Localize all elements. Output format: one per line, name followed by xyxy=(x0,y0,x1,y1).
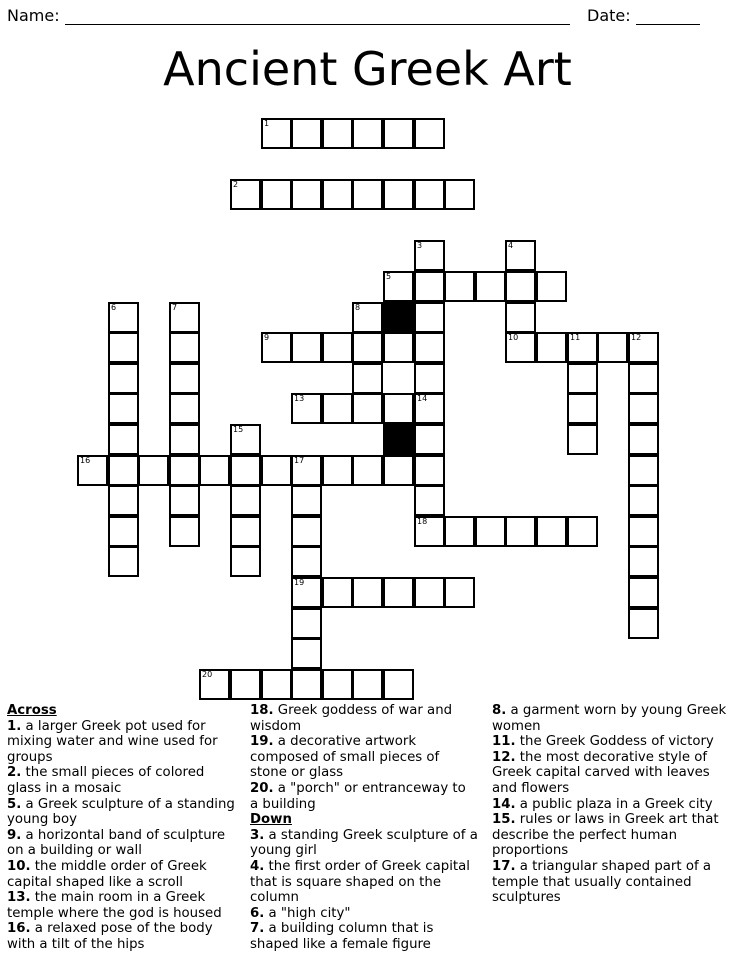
crossword-cell[interactable] xyxy=(414,424,445,455)
clue-number: 8 xyxy=(355,303,361,312)
crossword-cell[interactable] xyxy=(444,516,475,547)
crossword-cell[interactable] xyxy=(352,179,383,210)
clue-number: 16 xyxy=(80,456,91,465)
blocked-cell xyxy=(383,424,414,455)
clue-down-14: 14. a public plaza in a Greek city xyxy=(492,796,713,812)
crossword-cell[interactable] xyxy=(414,302,445,333)
crossword-cell[interactable] xyxy=(414,118,445,149)
down-heading: Down xyxy=(250,812,292,828)
crossword-cell[interactable] xyxy=(628,363,659,394)
crossword-cell[interactable] xyxy=(108,363,139,394)
crossword-cell[interactable] xyxy=(322,332,353,363)
clue-number: 19 xyxy=(294,578,305,587)
clue-across-9: 9. a horizontal band of sculpture on a building or wall xyxy=(7,827,225,859)
crossword-cell[interactable] xyxy=(169,332,200,363)
crossword-cell[interactable] xyxy=(230,546,261,577)
clue-number: 17 xyxy=(294,456,305,465)
clues-col-3 xyxy=(492,703,728,906)
crossword-cell[interactable] xyxy=(169,363,200,394)
clue-down-17: 17. a triangular shaped part of a temple that usually contained sculptures xyxy=(492,858,712,906)
crossword-cell[interactable] xyxy=(383,179,414,210)
crossword-cell[interactable] xyxy=(108,332,139,363)
crossword-cell[interactable] xyxy=(628,455,659,486)
crossword-cell[interactable] xyxy=(291,669,322,700)
clue-across-10: 10. the middle order of Greek capital shaped like a scroll xyxy=(7,858,207,890)
crossword-cell[interactable] xyxy=(291,608,322,639)
crossword-cell[interactable] xyxy=(567,393,598,424)
clue-number: 20 xyxy=(202,670,213,679)
clues-col-1 xyxy=(7,703,242,953)
clues-col-2 xyxy=(250,703,478,953)
clue-down-11: 11. the Greek Goddess of victory xyxy=(492,734,714,750)
crossword-cell[interactable] xyxy=(414,393,445,424)
crossword-cell[interactable] xyxy=(414,455,445,486)
crossword-cell[interactable] xyxy=(261,669,292,700)
clue-down-4: 4. the first order of Greek capital that is square shaped on the column xyxy=(250,858,470,906)
clue-number: 18 xyxy=(417,517,428,526)
crossword-cell[interactable] xyxy=(291,393,322,424)
crossword-cell[interactable] xyxy=(475,271,506,302)
crossword-cell[interactable] xyxy=(261,118,292,149)
crossword-cell[interactable] xyxy=(414,363,445,394)
clue-across-19: 19. a decorative artwork composed of small pieces of stone or glass xyxy=(250,734,440,781)
blocked-cell xyxy=(383,302,414,333)
clue-number: 11 xyxy=(570,333,581,342)
crossword-cell[interactable] xyxy=(108,455,139,486)
crossword-cell[interactable] xyxy=(108,393,139,424)
crossword-cell[interactable] xyxy=(597,332,628,363)
clue-across-16: 16. a relaxed pose of the body with a tilt of the hips xyxy=(7,921,213,952)
crossword-cell[interactable] xyxy=(505,302,536,333)
clue-across-2: 2. the small pieces of colored glass in a mosaic xyxy=(7,765,205,796)
crossword-cell[interactable] xyxy=(291,179,322,210)
crossword-cell[interactable] xyxy=(291,638,322,669)
crossword-cell[interactable] xyxy=(352,302,383,333)
clue-number: 10 xyxy=(508,333,519,342)
crossword-cell[interactable] xyxy=(322,455,353,486)
crossword-cell[interactable] xyxy=(536,332,567,363)
crossword-cell[interactable] xyxy=(352,393,383,424)
crossword-cell[interactable] xyxy=(628,393,659,424)
crossword-cell[interactable] xyxy=(505,332,536,363)
crossword-cell[interactable] xyxy=(322,118,353,149)
clue-number: 6 xyxy=(111,303,117,312)
crossword-cell[interactable] xyxy=(414,577,445,608)
crossword-cell[interactable] xyxy=(291,546,322,577)
crossword-cell[interactable] xyxy=(230,485,261,516)
crossword-cell[interactable] xyxy=(567,332,598,363)
crossword-cell[interactable] xyxy=(628,516,659,547)
name-label: Name: xyxy=(7,6,60,25)
crossword-cell[interactable] xyxy=(322,179,353,210)
crossword-cell[interactable] xyxy=(628,332,659,363)
crossword-cell[interactable] xyxy=(475,516,506,547)
clue-number: 4 xyxy=(508,241,514,250)
clue-number: 7 xyxy=(172,303,178,312)
clue-number: 5 xyxy=(386,272,392,281)
clue-across-18: 18. Greek goddess of war and wisdom xyxy=(250,703,453,734)
crossword-cell[interactable] xyxy=(414,485,445,516)
crossword-cell[interactable] xyxy=(230,424,261,455)
crossword-cell[interactable] xyxy=(322,577,353,608)
crossword-cell[interactable] xyxy=(505,516,536,547)
crossword-cell[interactable] xyxy=(444,577,475,608)
crossword-cell[interactable] xyxy=(291,332,322,363)
crossword-cell[interactable] xyxy=(291,516,322,547)
clue-number: 2 xyxy=(233,180,239,189)
crossword-cell[interactable] xyxy=(567,424,598,455)
crossword-cell[interactable] xyxy=(230,179,261,210)
crossword-cell[interactable] xyxy=(628,546,659,577)
crossword-cell[interactable] xyxy=(505,240,536,271)
clue-down-6: 6. a "high city" xyxy=(250,905,351,921)
crossword-cell[interactable] xyxy=(261,455,292,486)
crossword-cell[interactable] xyxy=(169,393,200,424)
crossword-cell[interactable] xyxy=(230,669,261,700)
crossword-cell[interactable] xyxy=(383,118,414,149)
crossword-cell[interactable] xyxy=(169,302,200,333)
crossword-cell[interactable] xyxy=(414,332,445,363)
crossword-cell[interactable] xyxy=(536,271,567,302)
crossword-cell[interactable] xyxy=(444,271,475,302)
crossword-cell[interactable] xyxy=(352,363,383,394)
crossword-cell[interactable] xyxy=(261,179,292,210)
clue-number: 13 xyxy=(294,394,305,403)
crossword-cell[interactable] xyxy=(414,516,445,547)
date-label: Date: xyxy=(587,6,631,25)
clue-across-13: 13. the main room in a Greek temple where the god is housed xyxy=(7,890,222,921)
clue-across-1: 1. a larger Greek pot used for mixing water and wine used for groups xyxy=(7,718,218,765)
crossword-cell[interactable] xyxy=(108,302,139,333)
crossword-cell[interactable] xyxy=(169,424,200,455)
clue-across-20: 20. a "porch" or entranceway to a building xyxy=(250,780,466,812)
crossword-cell[interactable] xyxy=(383,393,414,424)
crossword-cell[interactable] xyxy=(414,240,445,271)
clue-down-3: 3. a standing Greek sculpture of a young girl xyxy=(250,827,478,859)
clue-number: 9 xyxy=(264,333,270,342)
crossword-cell[interactable] xyxy=(567,516,598,547)
crossword-cell[interactable] xyxy=(108,516,139,547)
crossword-cell[interactable] xyxy=(230,455,261,486)
crossword-cell[interactable] xyxy=(230,516,261,547)
crossword-cell[interactable] xyxy=(108,546,139,577)
crossword-cell[interactable] xyxy=(383,271,414,302)
clue-number: 1 xyxy=(264,119,270,128)
page-title: Ancient Greek Art xyxy=(163,42,572,96)
crossword-cell[interactable] xyxy=(352,455,383,486)
crossword-cell[interactable] xyxy=(169,455,200,486)
clue-across-5: 5. a Greek sculpture of a standing young boy xyxy=(7,796,235,828)
crossword-cell[interactable] xyxy=(291,577,322,608)
clue-down-7: 7. a building column that is shaped like a female figure xyxy=(250,921,434,952)
crossword-cell[interactable] xyxy=(444,179,475,210)
crossword-cell[interactable] xyxy=(628,424,659,455)
crossword-cell[interactable] xyxy=(383,332,414,363)
crossword-cell[interactable] xyxy=(414,179,445,210)
clue-number: 3 xyxy=(417,241,423,250)
crossword-cell[interactable] xyxy=(169,516,200,547)
clue-down-12: 12. the most decorative style of Greek capital carved with leaves and flowers xyxy=(492,749,710,796)
crossword-cell[interactable] xyxy=(108,485,139,516)
crossword-cell[interactable] xyxy=(322,393,353,424)
crossword-cell[interactable] xyxy=(322,669,353,700)
crossword-cell[interactable] xyxy=(352,669,383,700)
crossword-cell[interactable] xyxy=(628,485,659,516)
clue-down-15: 15. rules or laws in Greek art that describe the perfect human proportions xyxy=(492,812,719,859)
crossword-cell[interactable] xyxy=(77,455,108,486)
crossword-cell[interactable] xyxy=(352,332,383,363)
clue-number: 14 xyxy=(417,394,428,403)
crossword-cell[interactable] xyxy=(138,455,169,486)
crossword-cell[interactable] xyxy=(414,271,445,302)
crossword-cell[interactable] xyxy=(628,577,659,608)
crossword-cell[interactable] xyxy=(383,577,414,608)
crossword-cell[interactable] xyxy=(352,577,383,608)
crossword-cell[interactable] xyxy=(261,332,292,363)
crossword-cell[interactable] xyxy=(536,516,567,547)
crossword-cell[interactable] xyxy=(291,485,322,516)
crossword-cell[interactable] xyxy=(199,455,230,486)
crossword-cell[interactable] xyxy=(628,608,659,639)
crossword-cell[interactable] xyxy=(291,455,322,486)
crossword-cell[interactable] xyxy=(352,118,383,149)
crossword-cell[interactable] xyxy=(108,424,139,455)
clue-number: 15 xyxy=(233,425,244,434)
crossword-cell[interactable] xyxy=(505,271,536,302)
across-heading: Across xyxy=(7,703,57,718)
crossword-cell[interactable] xyxy=(383,669,414,700)
clue-down-8: 8. a garment worn by young Greek women xyxy=(492,703,727,734)
crossword-cell[interactable] xyxy=(383,455,414,486)
crossword-cell[interactable] xyxy=(199,669,230,700)
crossword-cell[interactable] xyxy=(291,118,322,149)
clue-number: 12 xyxy=(631,333,642,342)
crossword-cell[interactable] xyxy=(169,485,200,516)
crossword-cell[interactable] xyxy=(567,363,598,394)
